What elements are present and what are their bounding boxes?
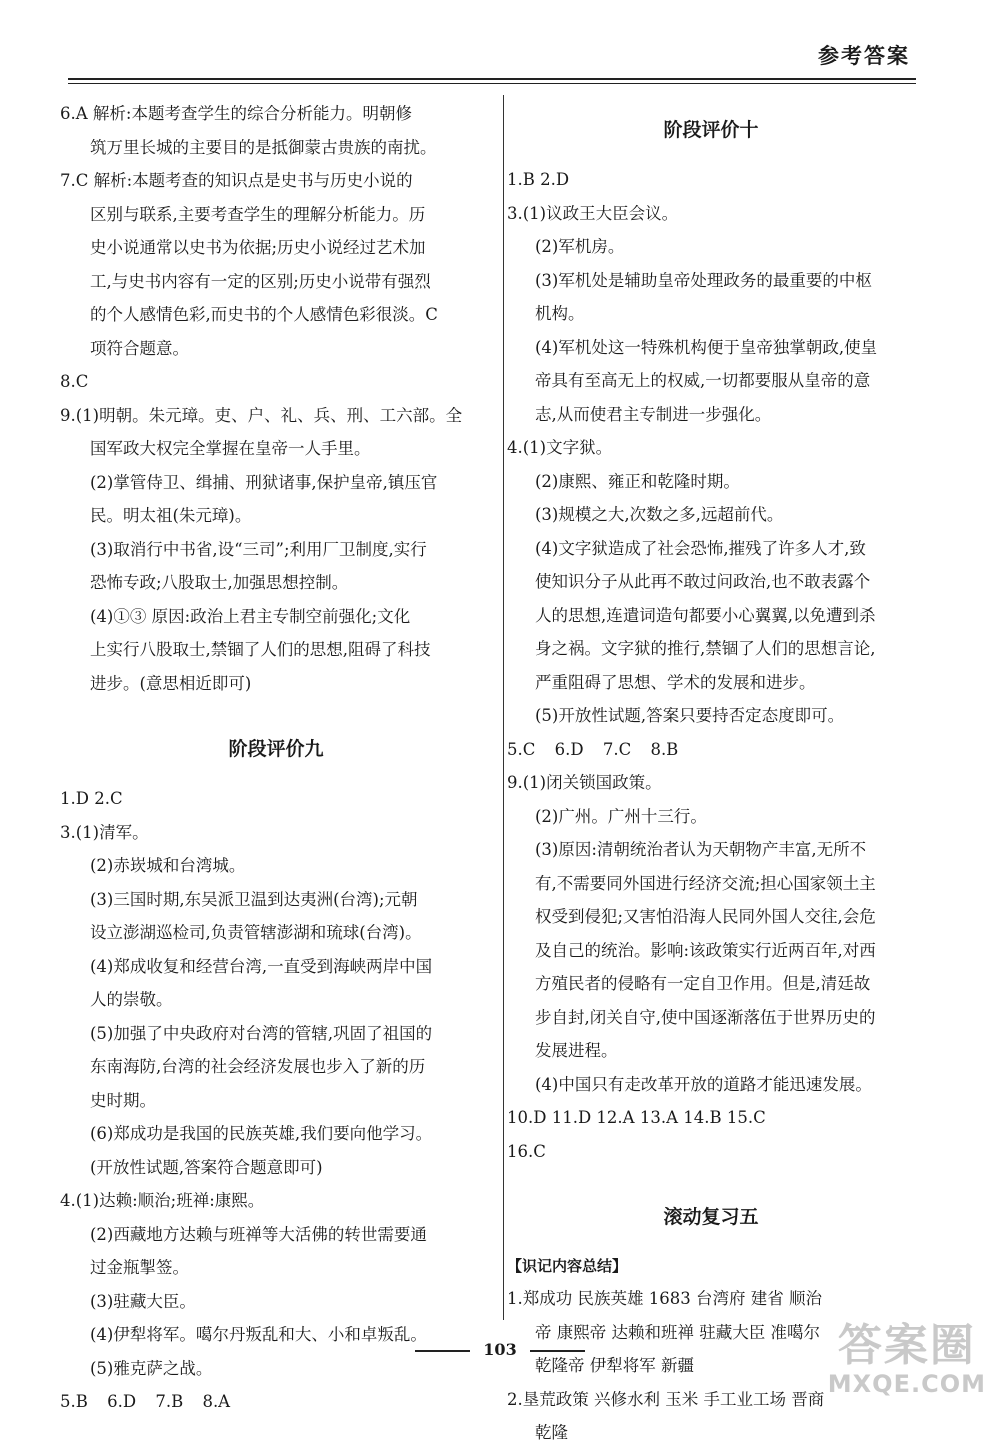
answer-line: 机构。 bbox=[535, 304, 585, 323]
answer-line: (2)西藏地方达赖与班禅等大活佛的转世需要通 bbox=[90, 1224, 427, 1244]
answer-line: 帝具有至高无上的权威,一切都要服从皇帝的意 bbox=[535, 371, 871, 390]
header-rule-thick bbox=[68, 78, 916, 80]
answer-line: (6)郑成功是我国的民族英雄,我们要向他学习。 bbox=[90, 1124, 433, 1143]
answer-line: (5)加强了中央政府对台湾的管辖,巩固了祖国的 bbox=[90, 1023, 433, 1043]
answer-line: 2.垦荒政策 兴修水利 玉米 手工业工场 晋商 bbox=[507, 1389, 825, 1409]
answer-line: 9.(1)闭关锁国政策。 bbox=[507, 773, 662, 792]
answer-line: (3)三国时期,东吴派卫温到达夷洲(台湾);元朝 bbox=[90, 889, 418, 909]
answer-line: 志,从而使君主专制进一步强化。 bbox=[535, 404, 772, 424]
answer-line: 3.(1)清军。 bbox=[60, 822, 149, 842]
answer-line: (4)军机处这一特殊机构便于皇帝独掌朝政,使皇 bbox=[535, 337, 878, 357]
answer-line: 民。明太祖(朱元璋)。 bbox=[90, 506, 252, 525]
answer-line: 7.C 解析:本题考查的知识点是史书与历史小说的 bbox=[60, 171, 413, 190]
answer-line: (4)文字狱造成了社会恐怖,摧残了许多人才,致 bbox=[535, 538, 866, 558]
summary-heading: 【识记内容总结】 bbox=[507, 1257, 628, 1275]
watermark-text: 答案圈 bbox=[837, 1320, 976, 1371]
answer-line: (5)雅克萨之战。 bbox=[90, 1358, 213, 1378]
answer-line: 方殖民者的侵略有一定自卫作用。但是,清廷故 bbox=[535, 974, 871, 993]
answer-line: (2)康熙、雍正和乾隆时期。 bbox=[535, 471, 740, 491]
answer-line: (3)驻藏大臣。 bbox=[90, 1291, 196, 1311]
answer-line: 4.(1)达赖:顺治;班禅:康熙。 bbox=[60, 1191, 265, 1210]
answer-line: 3.(1)议政王大臣会议。 bbox=[507, 203, 679, 223]
answer-line: 筑万里长城的主要目的是抵御蒙古贵族的南扰。 bbox=[90, 137, 437, 157]
answer-line: (4)郑成收复和经营台湾,一直受到海峡两岸中国 bbox=[90, 956, 433, 976]
answer-line: 乾隆帝 伊犁将军 新疆 bbox=[535, 1356, 694, 1375]
answer-line: (3)军机处是辅助皇帝处理政务的最重要的中枢 bbox=[535, 270, 872, 290]
answer-line: 5.C 6.D 7.C 8.B bbox=[507, 739, 679, 759]
answer-line: (3)取消行中书省,设“三司”;利用厂卫制度,实行 bbox=[90, 539, 427, 559]
answer-line: 国军政大权完全掌握在皇帝一人手里。 bbox=[90, 439, 371, 458]
answer-line: 严重阻碍了思想、学术的发展和进步。 bbox=[535, 672, 816, 692]
page-header-title: 参考答案 bbox=[818, 44, 910, 68]
answer-line: (4)伊犁将军。噶尔丹叛乱和大、小和卓叛乱。 bbox=[90, 1325, 427, 1344]
answer-line: 步自封,闭关自守,使中国逐渐落伍于世界历史的 bbox=[535, 1007, 876, 1027]
answer-line: (3)原因:清朝统治者认为天朝物产丰富,无所不 bbox=[535, 840, 867, 859]
section-title: 阶段评价九 bbox=[228, 738, 324, 760]
answer-line: (开放性试题,答案符合题意即可) bbox=[90, 1157, 323, 1177]
answer-line: 乾隆 bbox=[535, 1423, 568, 1442]
answer-line: 东南海防,台湾的社会经济发展也步入了新的历 bbox=[90, 1057, 426, 1076]
answer-line: 过金瓶掣签。 bbox=[90, 1258, 189, 1277]
answer-line: 工,与史书内容有一定的区别;历史小说带有强烈 bbox=[90, 271, 431, 291]
answer-line: 10.D 11.D 12.A 13.A 14.B 15.C bbox=[507, 1108, 766, 1127]
answer-line: 身之祸。文字狱的推行,禁锢了人们的思想言论, bbox=[535, 639, 876, 658]
answer-line: 的个人感情色彩,而史书的个人感情色彩很淡。C bbox=[90, 305, 438, 324]
answer-line: 9.(1)明朝。朱元璋。吏、户、礼、兵、刑、工六部。全 bbox=[60, 405, 463, 425]
page-number: 103 bbox=[483, 1340, 517, 1359]
answer-line: 上实行八股取士,禁锢了人们的思想,阻碍了科技 bbox=[90, 640, 431, 659]
answer-line: 人的崇敬。 bbox=[90, 990, 173, 1009]
column-divider bbox=[503, 95, 504, 1320]
answer-line: (2)赤崁城和台湾城。 bbox=[90, 856, 246, 875]
answer-line: (2)广州。广州十三行。 bbox=[535, 806, 707, 826]
right-column bbox=[507, 97, 915, 1450]
answer-line: (3)规模之大,次数之多,远超前代。 bbox=[535, 505, 784, 524]
answer-line: 项符合题意。 bbox=[90, 338, 189, 358]
answer-line: 史小说通常以史书为依据;历史小说经过艺术加 bbox=[90, 238, 426, 257]
answer-line: (4)中国只有走改革开放的道路才能迅速发展。 bbox=[535, 1074, 872, 1094]
section-title: 阶段评价十 bbox=[663, 119, 759, 141]
answer-line: (4)①③ 原因:政治上君主专制空前强化;文化 bbox=[90, 606, 411, 626]
answer-line: 4.(1)文字狱。 bbox=[507, 438, 613, 457]
watermark-domain: MXQE.COM bbox=[827, 1370, 986, 1398]
answer-line: 权受到侵犯;又害怕沿海人民同外国人交往,会危 bbox=[535, 907, 876, 926]
answer-line: 设立澎湖巡检司,负责管辖澎湖和琉球(台湾)。 bbox=[90, 923, 422, 942]
left-column bbox=[60, 97, 492, 1419]
answer-line: 5.B 6.D 7.B 8.A bbox=[60, 1392, 231, 1411]
answer-line: 1.B 2.D bbox=[507, 170, 570, 189]
answer-line: 史时期。 bbox=[90, 1090, 156, 1110]
answer-line: (2)军机房。 bbox=[535, 237, 625, 256]
footer-ornament-left bbox=[415, 1350, 470, 1352]
answer-line: 恐怖专政;八股取士,加强思想控制。 bbox=[90, 573, 349, 592]
answer-line: 及自己的统治。影响:该政策实行近两百年,对西 bbox=[535, 940, 876, 960]
footer-ornament-right bbox=[530, 1350, 585, 1352]
answer-line: 发展进程。 bbox=[535, 1041, 618, 1060]
watermark-logo bbox=[828, 1322, 986, 1398]
answer-line: 人的思想,连遣词造句都要小心翼翼,以免遭到杀 bbox=[535, 605, 876, 625]
header-rule-thin bbox=[68, 83, 916, 84]
section-title: 滚动复习五 bbox=[663, 1206, 759, 1228]
answer-line: 使知识分子从此再不敢过问政治,也不敢表露个 bbox=[535, 572, 871, 591]
answer-line: 帝 康熙帝 达赖和班禅 驻藏大臣 准噶尔 bbox=[535, 1322, 820, 1342]
answer-line: (2)掌管侍卫、缉捕、刑狱诸事,保护皇帝,镇压官 bbox=[90, 472, 438, 492]
answer-line: 6.A 解析:本题考查学生的综合分析能力。明朝修 bbox=[60, 104, 412, 123]
answer-line: 区别与联系,主要考查学生的理解分析能力。历 bbox=[90, 204, 426, 224]
answer-line: 16.C bbox=[507, 1141, 546, 1161]
answer-line: 1.D 2.C bbox=[60, 789, 123, 808]
answer-line: 1.郑成功 民族英雄 1683 台湾府 建省 顺治 bbox=[507, 1289, 822, 1308]
answer-line: 有,不需要同外国进行经济交流;担心国家领土主 bbox=[535, 873, 876, 893]
answer-line: 8.C bbox=[60, 372, 89, 391]
answer-line: (5)开放性试题,答案只要持否定态度即可。 bbox=[535, 706, 845, 725]
answer-line: 进步。(意思相近即可) bbox=[90, 673, 252, 693]
